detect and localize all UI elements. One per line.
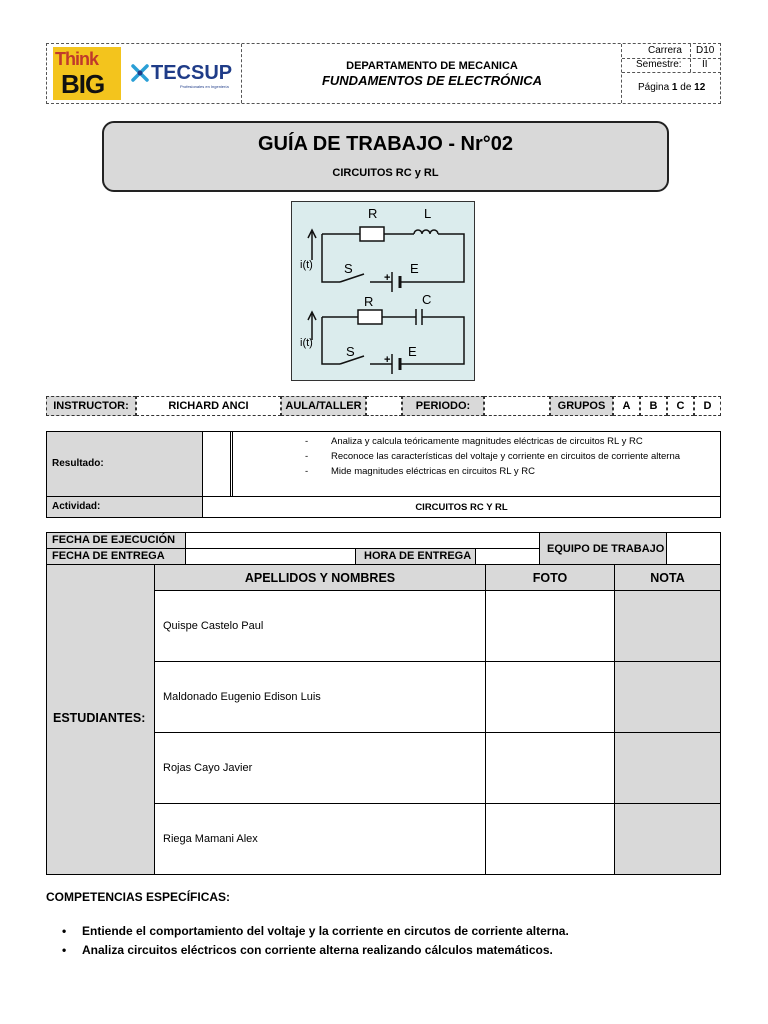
students-table bbox=[46, 532, 721, 875]
instructor-row bbox=[46, 396, 721, 416]
semestre-label: Semestre: bbox=[636, 59, 682, 70]
label-e-top: E bbox=[410, 261, 419, 276]
label-plus-bottom: + bbox=[384, 354, 391, 366]
col-header-nota: NOTA bbox=[614, 564, 721, 591]
resultado-list bbox=[283, 434, 753, 479]
semestre-value: II bbox=[702, 59, 708, 70]
fecha-entrega-value[interactable] bbox=[185, 548, 356, 565]
competencias-title: COMPETENCIAS ESPECÍFICAS: bbox=[46, 890, 231, 904]
label-i-top: i(t) bbox=[300, 259, 313, 271]
group-d[interactable]: D bbox=[694, 396, 721, 416]
resultado-label-cell bbox=[47, 432, 203, 496]
list-item: • Analiza circuitos eléctricos con corriente alterna realizando cálculos matemáticos. bbox=[62, 941, 569, 960]
periodo-value[interactable] bbox=[484, 396, 550, 416]
page-number: Página 1 de 12 bbox=[638, 82, 706, 93]
student-photo bbox=[485, 661, 615, 733]
student-photo bbox=[485, 732, 615, 804]
carrera-label: Carrera bbox=[648, 45, 682, 56]
student-name: Rojas Cayo Javier bbox=[163, 762, 253, 774]
document-header bbox=[46, 43, 721, 104]
student-photo bbox=[485, 590, 615, 662]
fecha-ejecucion-label: FECHA DE EJECUCIÓN bbox=[52, 534, 176, 546]
header-titles bbox=[242, 44, 622, 103]
fecha-entrega-label: FECHA DE ENTREGA bbox=[52, 550, 165, 562]
col-header-foto: FOTO bbox=[485, 564, 615, 591]
tecsup-mark-icon bbox=[131, 64, 149, 82]
page-subtitle: CIRCUITOS RC y RL bbox=[332, 167, 439, 179]
label-r-top: R bbox=[368, 206, 378, 221]
equipo-label: EQUIPO DE TRABAJO bbox=[547, 543, 665, 555]
col-header-names: APELLIDOS Y NOMBRES bbox=[154, 564, 486, 591]
page-title: GUÍA DE TRABAJO - Nr°02 bbox=[257, 133, 514, 155]
periodo-label: PERIODO: bbox=[402, 396, 484, 416]
fecha-ejecucion-cell bbox=[46, 532, 186, 549]
list-item: • Entiende el comportamiento del voltaje y la corriente en circutos de corriente alterna. bbox=[62, 922, 569, 941]
student-grade[interactable] bbox=[614, 803, 721, 875]
actividad-label-cell bbox=[47, 497, 203, 517]
resultado-item: - Analiza y calcula teóricamente magnitudes eléctricas de circuitos RL y RC bbox=[283, 434, 753, 449]
label-i-bottom: i(t) bbox=[300, 337, 313, 349]
course-name: FUNDAMENTOS DE ELECTRÓNICA bbox=[321, 73, 543, 88]
aula-value[interactable] bbox=[366, 396, 402, 416]
student-name: Quispe Castelo Paul bbox=[163, 620, 264, 632]
label-l-top: L bbox=[424, 206, 432, 221]
fecha-entrega-cell bbox=[46, 548, 186, 565]
actividad-label: Actividad: bbox=[52, 501, 101, 512]
hora-entrega-value[interactable] bbox=[475, 548, 540, 565]
student-name: Maldonado Eugenio Edison Luis bbox=[163, 691, 321, 703]
department-name: DEPARTAMENTO DE MECANICA bbox=[346, 60, 518, 72]
student-name: Riega Mamani Alex bbox=[163, 833, 258, 845]
actividad-value: CIRCUITOS RC Y RL bbox=[415, 501, 508, 513]
resultado-label: Resultado: bbox=[52, 458, 104, 469]
student-grade[interactable] bbox=[614, 590, 721, 662]
group-b[interactable]: B bbox=[640, 396, 667, 416]
resultado-table bbox=[46, 431, 721, 518]
hora-entrega-cell bbox=[355, 548, 476, 565]
student-grade[interactable] bbox=[614, 732, 721, 804]
resultado-item: - Mide magnitudes eléctricas en circuitos RL y RC bbox=[283, 464, 753, 479]
aula-label: AULA/TALLER bbox=[281, 396, 366, 416]
group-c[interactable]: C bbox=[667, 396, 694, 416]
label-plus-top: + bbox=[384, 272, 391, 284]
label-s-bottom: S bbox=[346, 344, 355, 359]
logos-area bbox=[47, 44, 242, 103]
circuit-diagram bbox=[291, 201, 475, 381]
label-r-bottom: R bbox=[364, 294, 374, 309]
student-grade[interactable] bbox=[614, 661, 721, 733]
label-e-bottom: E bbox=[408, 344, 417, 359]
carrera-value: D10 bbox=[696, 45, 715, 56]
student-photo bbox=[485, 803, 615, 875]
instructor-label: INSTRUCTOR: bbox=[46, 396, 136, 416]
fecha-ejecucion-value[interactable] bbox=[185, 532, 540, 549]
label-s-top: S bbox=[344, 261, 353, 276]
hora-entrega-label: HORA DE ENTREGA bbox=[364, 550, 472, 562]
header-meta bbox=[621, 44, 721, 103]
title-box bbox=[102, 121, 669, 192]
estudiantes-label: ESTUDIANTES: bbox=[53, 711, 146, 725]
label-c-bottom: C bbox=[422, 292, 432, 307]
tecsup-tagline: Profesionales en Ingeniería bbox=[180, 84, 229, 89]
estudiantes-cell bbox=[46, 564, 155, 875]
competencias-list bbox=[62, 922, 569, 960]
think-big-logo: Think BIG bbox=[53, 47, 121, 100]
resultado-item: - Reconoce las características del voltaje y corriente en circuitos de corriente alterna bbox=[283, 449, 753, 464]
tecsup-logo: TECSUP bbox=[151, 62, 233, 84]
grupos-label: GRUPOS bbox=[550, 396, 613, 416]
equipo-cell bbox=[539, 532, 667, 565]
equipo-value[interactable] bbox=[666, 532, 721, 565]
instructor-value: RICHARD ANCI bbox=[136, 396, 281, 416]
group-a[interactable]: A bbox=[613, 396, 640, 416]
